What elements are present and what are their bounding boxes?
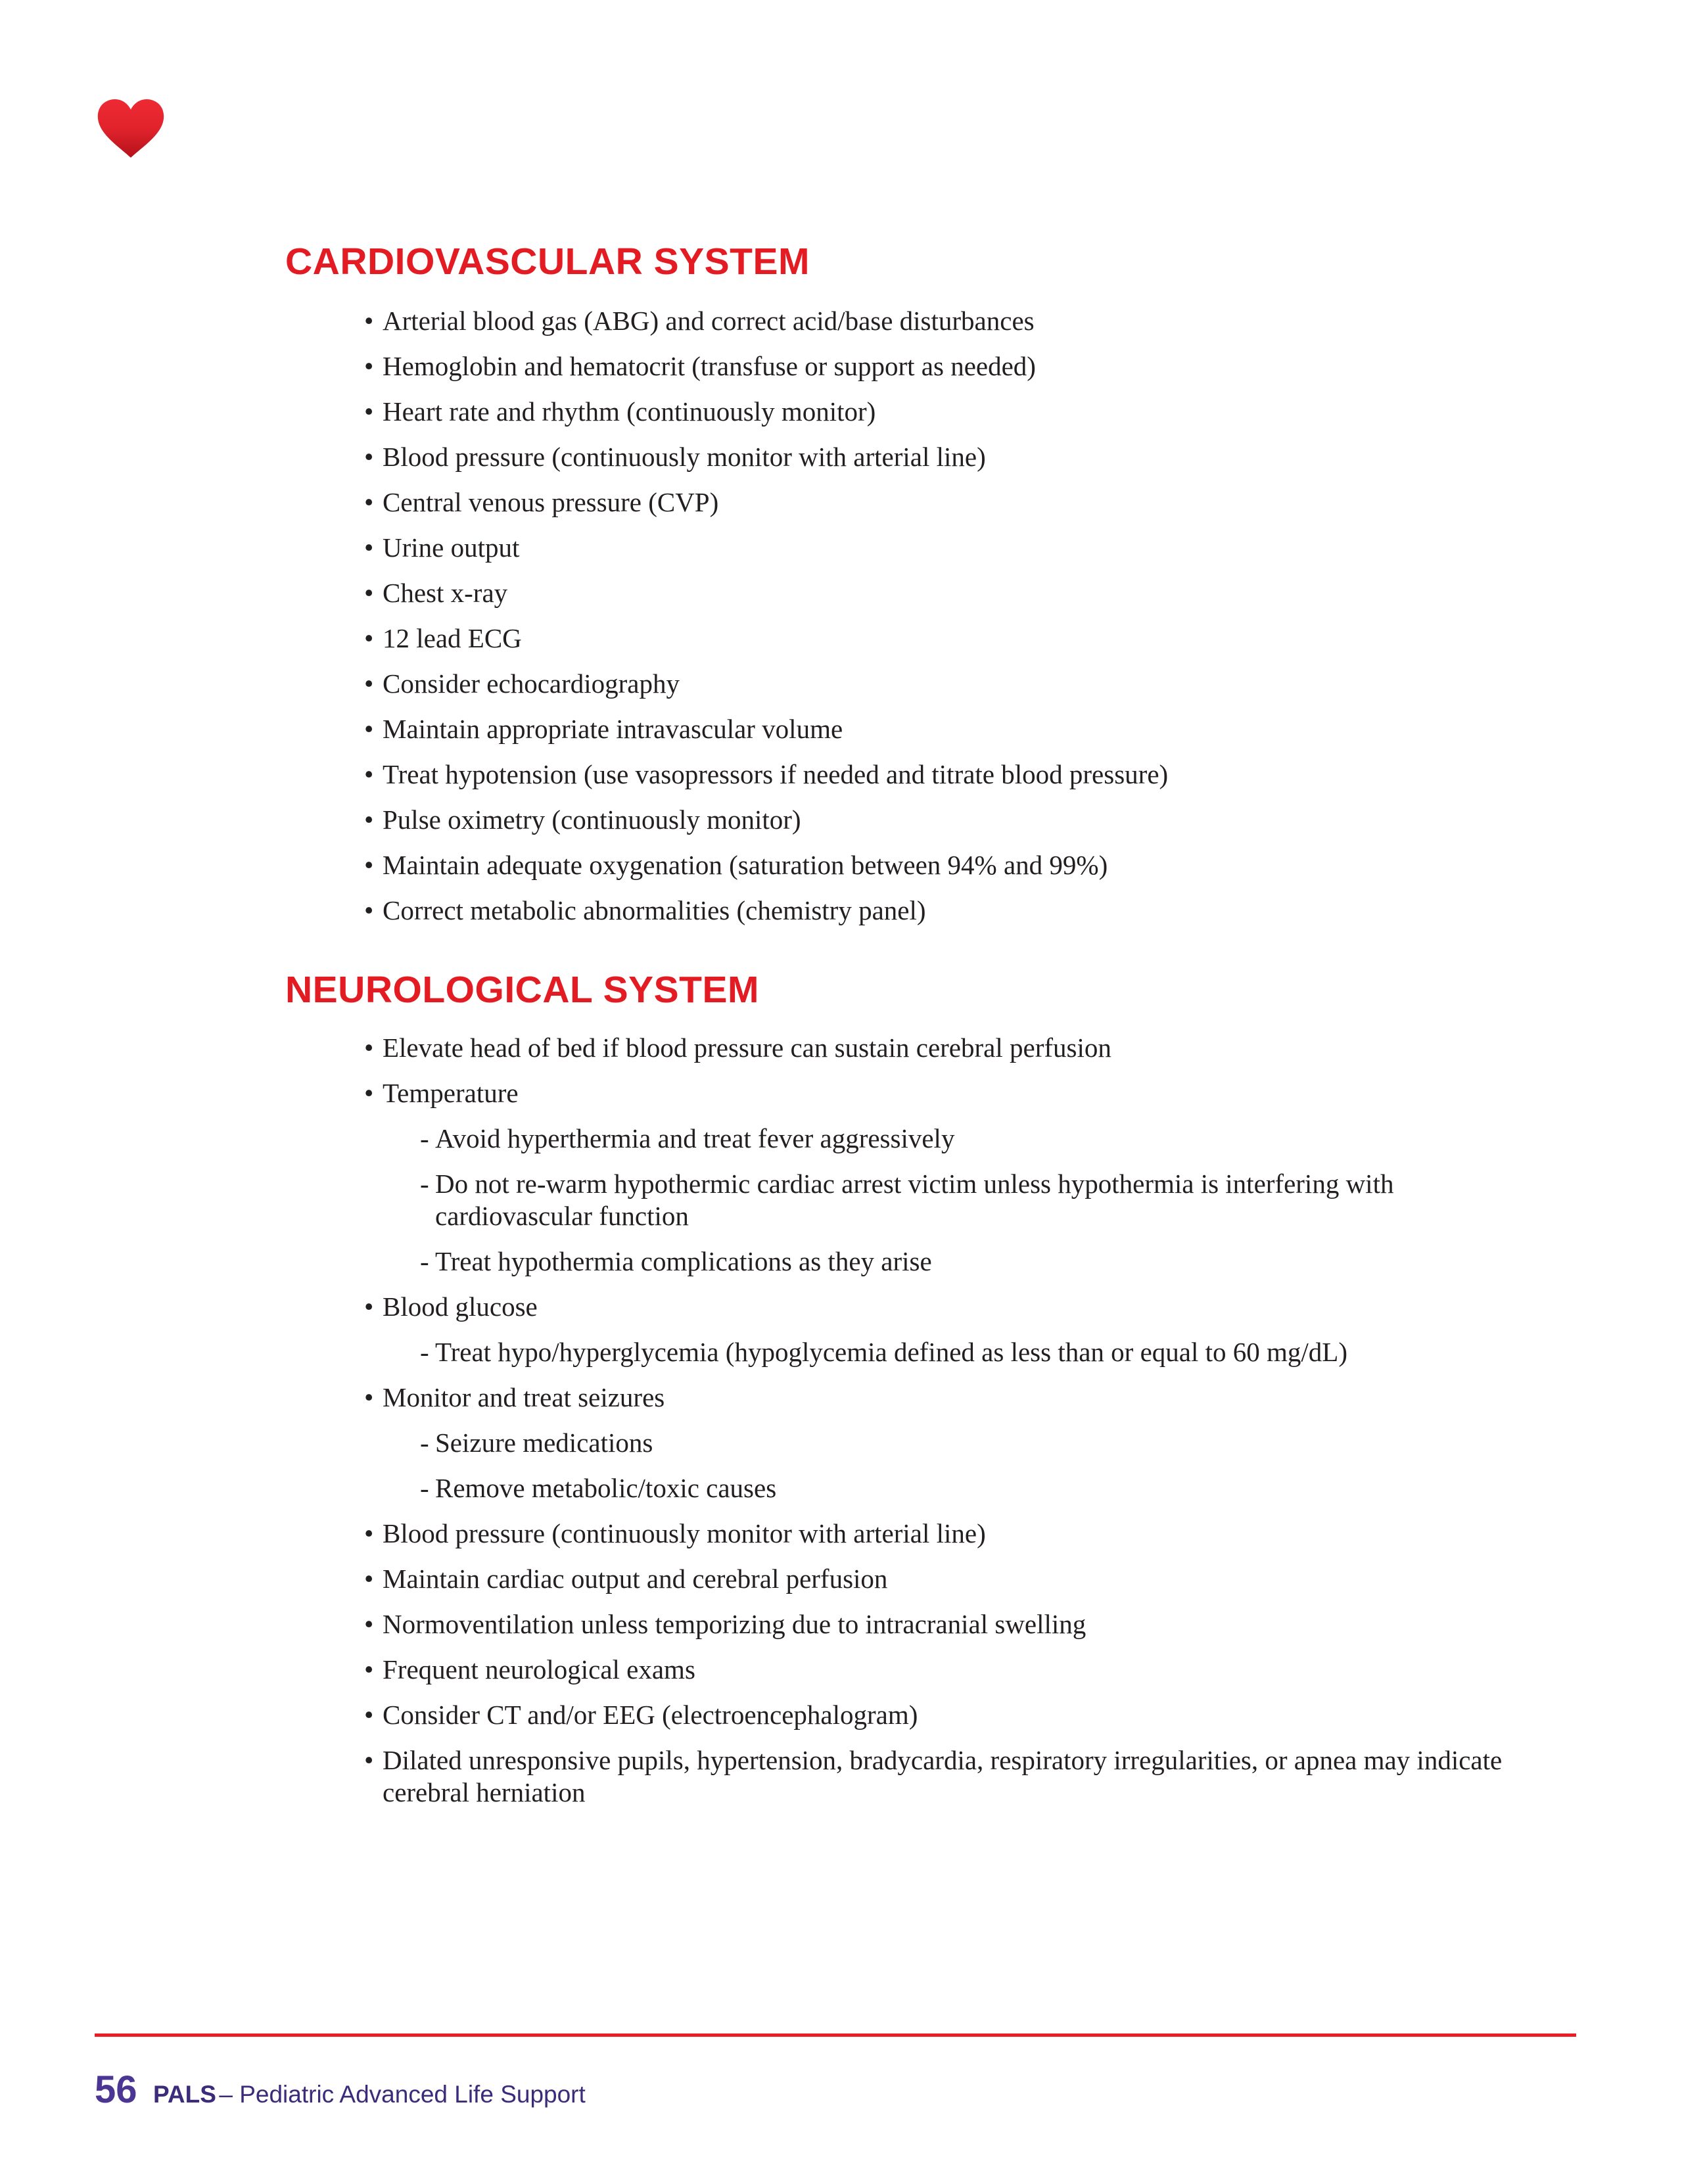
dash-icon: - [420, 1473, 429, 1503]
sub-item-text: Treat hypo/hyperglycemia (hypoglycemia defined as less than or equal to 60 mg/dL) [435, 1337, 1347, 1367]
dash-icon: - [420, 1337, 429, 1367]
list-item [285, 1032, 1534, 1064]
section-heading: NEUROLOGICAL SYSTEM [285, 969, 759, 1011]
list-item [285, 441, 1534, 473]
list-item-text: Central venous pressure (CVP) [383, 487, 719, 517]
list-item-text: Dilated unresponsive pupils, hypertension, bradycardia, respiratory irregularities, or apnea may indicate cerebral herniation [383, 1745, 1503, 1807]
bullet-icon: • [364, 850, 374, 880]
bullet-icon: • [364, 487, 374, 517]
sub-list-item [285, 1245, 1534, 1278]
bullet-icon: • [364, 1700, 374, 1730]
sub-item-text: Treat hypothermia complications as they arise [435, 1246, 932, 1276]
list-item [285, 849, 1534, 881]
list-item-text: Hemoglobin and hematocrit (transfuse or support as needed) [383, 351, 1036, 381]
bullet-icon: • [364, 578, 374, 608]
list-item-text: Maintain adequate oxygenation (saturation between 94% and 99%) [383, 850, 1108, 880]
list-item-text: Maintain appropriate intravascular volume [383, 714, 843, 744]
dash-icon: - [420, 1246, 429, 1276]
sub-list-item [285, 1336, 1534, 1368]
bullet-icon: • [364, 1518, 374, 1548]
heart-icon [96, 99, 166, 159]
sub-list-item [285, 1427, 1534, 1459]
bullet-icon: • [364, 306, 374, 336]
dash-icon: - [420, 1123, 429, 1153]
list-item [285, 532, 1534, 564]
list-item-text: Arterial blood gas (ABG) and correct acid/base disturbances [383, 306, 1035, 336]
list-item-text: 12 lead ECG [383, 623, 522, 653]
bullet-icon: • [364, 759, 374, 789]
bullet-icon: • [364, 442, 374, 472]
section-neurological [285, 969, 1534, 1809]
list-item [285, 758, 1534, 791]
list-item-text: Maintain cardiac output and cerebral perfusion [383, 1564, 888, 1594]
section-heading: CARDIOVASCULAR SYSTEM [285, 241, 810, 283]
bullet-icon: • [364, 714, 374, 744]
page-footer [95, 2068, 586, 2112]
list-item-text: Pulse oximetry (continuously monitor) [383, 804, 801, 835]
bullet-icon: • [364, 1078, 374, 1108]
list-item [285, 1077, 1534, 1109]
sub-item-text: Remove metabolic/toxic causes [435, 1473, 777, 1503]
list-item-text: Heart rate and rhythm (continuously monitor) [383, 396, 876, 427]
list-item [285, 804, 1534, 836]
list-item [285, 895, 1534, 927]
section-cardiovascular [285, 241, 1534, 927]
list-item-text: Chest x-ray [383, 578, 508, 608]
bullet-icon: • [364, 1654, 374, 1684]
bullet-icon: • [364, 532, 374, 563]
page-content [285, 241, 1534, 1822]
list-item [285, 1563, 1534, 1595]
list-item-text: Consider echocardiography [383, 668, 680, 699]
list-item-text: Frequent neurological exams [383, 1654, 695, 1684]
footer-subtitle: – Pediatric Advanced Life Support [219, 2081, 586, 2108]
list-item [285, 668, 1534, 700]
dash-icon: - [420, 1169, 429, 1199]
list-item-text: Monitor and treat seizures [383, 1382, 665, 1412]
list-item [285, 1744, 1534, 1809]
bullet-list [285, 1032, 1534, 1809]
list-item [285, 1382, 1534, 1414]
sub-list-item [285, 1123, 1534, 1155]
bullet-icon: • [364, 804, 374, 835]
list-item [285, 350, 1534, 383]
bullet-icon: • [364, 1609, 374, 1639]
bullet-icon: • [364, 396, 374, 427]
list-item [285, 713, 1534, 745]
sub-item-text: Seizure medications [435, 1428, 653, 1458]
list-item [285, 305, 1534, 337]
dash-icon: - [420, 1428, 429, 1458]
bullet-list [285, 305, 1534, 927]
page-number: 56 [95, 2068, 137, 2111]
list-item [285, 622, 1534, 655]
list-item [285, 1699, 1534, 1731]
bullet-icon: • [364, 1033, 374, 1063]
list-item-text: Temperature [383, 1078, 519, 1108]
list-item-text: Normoventilation unless temporizing due to intracranial swelling [383, 1609, 1086, 1639]
list-item-text: Elevate head of bed if blood pressure can sustain cerebral perfusion [383, 1033, 1111, 1063]
bullet-icon: • [364, 1564, 374, 1594]
list-item [285, 1654, 1534, 1686]
footer-brand: PALS [152, 2081, 216, 2108]
list-item-text: Correct metabolic abnormalities (chemistry panel) [383, 895, 926, 925]
footer-divider [95, 2033, 1576, 2037]
list-item [285, 577, 1534, 609]
list-item [285, 1518, 1534, 1550]
list-item-text: Urine output [383, 532, 520, 563]
bullet-icon: • [364, 1382, 374, 1412]
sub-list-item [285, 1168, 1534, 1232]
list-item [285, 486, 1534, 519]
bullet-icon: • [364, 668, 374, 699]
list-item-text: Blood pressure (continuously monitor with arterial line) [383, 442, 986, 472]
bullet-icon: • [364, 1291, 374, 1322]
list-item [285, 1291, 1534, 1323]
bullet-icon: • [364, 1745, 374, 1775]
list-item-text: Blood glucose [383, 1291, 538, 1322]
sub-item-text: Do not re-warm hypothermic cardiac arrest victim unless hypothermia is interfering with cardiovascular function [435, 1169, 1394, 1231]
sub-list-item [285, 1472, 1534, 1504]
bullet-icon: • [364, 895, 374, 925]
sub-item-text: Avoid hyperthermia and treat fever aggressively [435, 1123, 955, 1153]
list-item [285, 396, 1534, 428]
bullet-icon: • [364, 351, 374, 381]
list-item-text: Treat hypotension (use vasopressors if needed and titrate blood pressure) [383, 759, 1169, 789]
bullet-icon: • [364, 623, 374, 653]
list-item-text: Blood pressure (continuously monitor with arterial line) [383, 1518, 986, 1548]
list-item [285, 1608, 1534, 1640]
list-item-text: Consider CT and/or EEG (electroencephalogram) [383, 1700, 918, 1730]
